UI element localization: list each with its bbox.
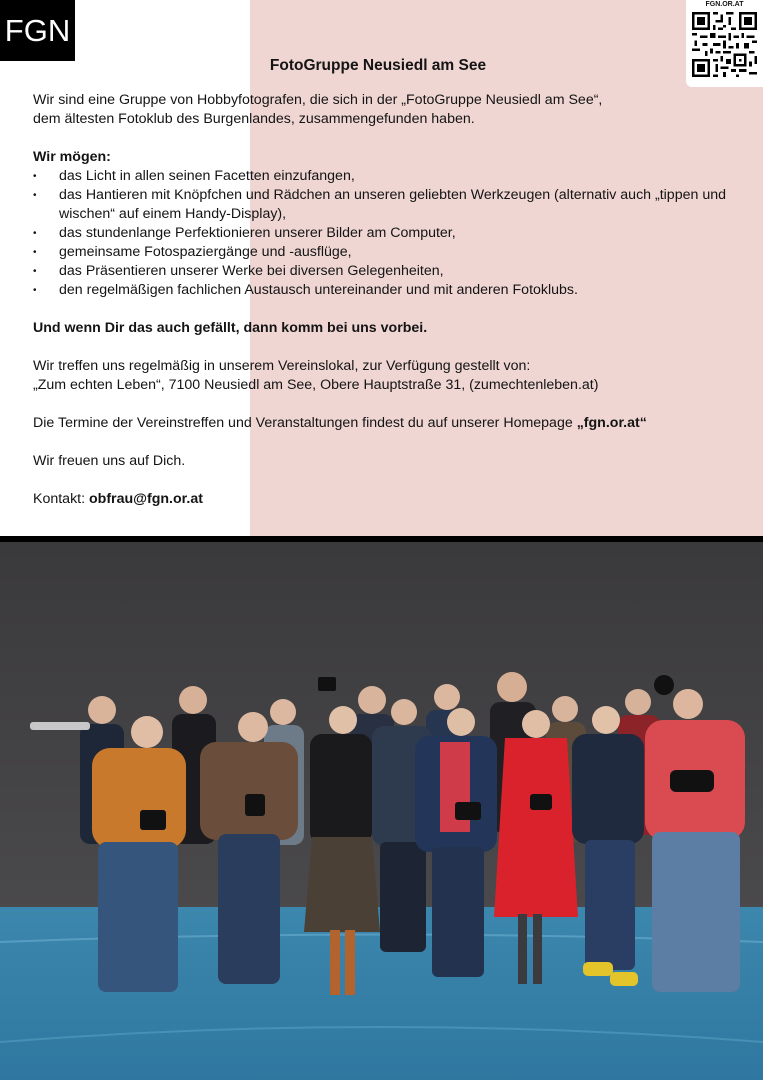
list-item: • das Präsentieren unserer Werke bei diversen Gelegenheiten, — [33, 262, 733, 281]
welcome-text: Wir freuen uns auf Dich. — [33, 453, 186, 469]
list-item: • das stundenlange Perfektionieren unserer Bilder am Computer, — [33, 224, 733, 243]
group-photo — [0, 542, 763, 1080]
dates-text: Die Termine der Vereinstreffen und Veranstaltungen findest du auf unserer Homepage — [33, 415, 577, 431]
meeting-line-2: „Zum echten Leben“, 7100 Neusiedl am See, Obere Hauptstraße 31, (zumechtenleben.at) — [33, 377, 599, 393]
qr-label: FGN.OR.AT — [705, 1, 744, 8]
fgn-logo — [0, 0, 75, 61]
page-title: FotoGruppe Neusiedl am See — [269, 57, 487, 74]
list-item: • das Licht in allen seinen Facetten einzufangen, — [33, 167, 733, 186]
list-item: • den regelmäßigen fachlichen Austausch untereinander und mit anderen Fotoklubs. — [33, 281, 733, 300]
list-item: • gemeinsame Fotospaziergänge und -ausflüge, — [33, 243, 733, 262]
list-item: • das Hantieren mit Knöpfchen und Rädchen an unseren geliebten Werkzeugen (alternativ auch „tippen und wischen“ auf einem Handy-Display), — [33, 186, 733, 224]
intro-paragraph — [33, 91, 733, 129]
group-photo-icon — [0, 542, 763, 1080]
dates-paragraph — [33, 414, 733, 433]
meeting-line-1: Wir treffen uns regelmäßig in unserem Vereinslokal, zur Verfügung gestellt von: — [33, 358, 531, 374]
meeting-paragraph — [33, 357, 733, 395]
homepage-link[interactable]: „fgn.or.at“ — [576, 415, 647, 431]
contact-line — [33, 490, 733, 509]
intro-line-2: dem ältesten Fotoklub des Burgenlandes, zusammengefunden haben. — [33, 111, 475, 127]
likes-heading: Wir mögen: — [33, 149, 111, 165]
contact-email-link[interactable]: obfrau@fgn.or.at — [89, 491, 203, 507]
contact-label: Kontakt: — [33, 491, 89, 507]
flyer-header-section — [0, 0, 763, 537]
likes-list — [33, 167, 733, 300]
logo-text: FGN — [4, 12, 71, 48]
invite-text: Und wenn Dir das auch gefällt, dann komm bei uns vorbei. — [33, 320, 428, 336]
intro-line-1: Wir sind eine Gruppe von Hobbyfotografen, die sich in der „FotoGruppe Neusiedl am See“, — [33, 92, 603, 108]
flyer-text — [33, 56, 733, 528]
